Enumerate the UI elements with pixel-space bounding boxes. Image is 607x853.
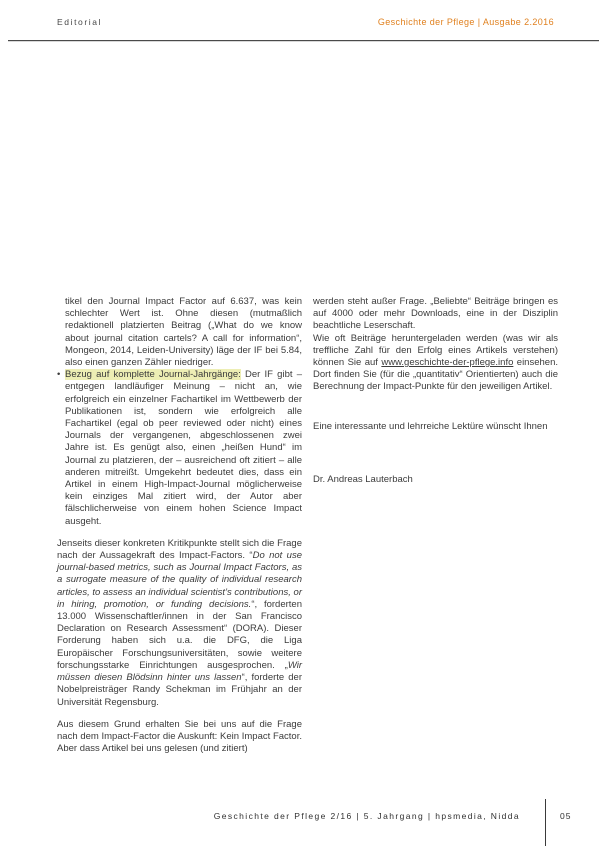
bullet-icon: • — [57, 369, 61, 381]
right-column — [313, 296, 558, 486]
paragraph-text: “, forderte der Nobelpreisträger Randy Schekman im Frühjahr an der Universität Regensburg. — [57, 672, 302, 708]
signature: Dr. Andreas Lauterbach — [313, 473, 413, 485]
page-number: 05 — [560, 811, 572, 821]
bullet-text: Der IF gibt – entgegen landläufiger Meinung – nicht an, wie erfolgreich ein einzelner Fachartikel im Wettbewerb der Publikationen ist, sondern wie erfolgreich alle Fachartikel (egal ob peer reviewed oder nicht) eines Journals der vergangenen, abgeschlossenen zwei Jahre ist. Es genügt also, einen „heißen Hund“ im Journal zu platzieren, der – ausreichend oft zitiert – alle anderen mitreißt. Umgekehrt bedeutet dies, dass ein Artikel in einem High-Impact-Journal möglicherweise kein einziges Mal zitiert wird, der Autor aber fälschlicherweise von einem hohen Science Impact ausgeht. — [65, 369, 302, 527]
website-link[interactable]: www.geschichte-der-pflege.info — [381, 357, 514, 369]
journal-title: Geschichte der Pflege | Ausgabe 2.2016 — [377, 17, 554, 27]
footer-imprint: Geschichte der Pflege 2/16 | 5. Jahrgang | hpsmedia, Nidda — [213, 811, 520, 821]
bullet-list — [57, 296, 302, 528]
header-section-label: Editorial — [57, 17, 103, 27]
paragraph-continuation: tikel den Journal Impact Factor auf 6.637, was kein schlechter Wert ist. Ohne diesen (mutmaßlich redaktionell platzierten Beitrag („What do we know about journal citation cartels? A call for information“, Mongeon, 2014, Leiden-University) läge der IF bei 5.84, also einen ganzen Zähler niedriger. — [65, 296, 302, 369]
paragraph-downloads: werden steht außer Frage. „Beliebte“ Beiträge bringen es auf 4000 oder mehr Downloads, eine in der Disziplin beachtliche Leserschaft. — [313, 296, 558, 332]
footer-divider — [545, 799, 546, 846]
header-rule — [8, 40, 599, 42]
paragraph-conclusion: Aus diesem Grund erhalten Sie bei uns auf die Frage nach dem Impact-Factor die Auskunft: Kein Impact Factor. Aber dass Artikel bei uns gelesen (und zitiert) — [57, 718, 302, 755]
left-column — [57, 296, 302, 755]
paragraph-text: Wie oft Beiträge heruntergeladen werden (was wir als treffliche Zahl für den Erfolg eines Artikels verstehen) können Sie auf — [313, 332, 558, 369]
highlighted-phrase: Bezug auf komplette Journal-Jahrgänge: — [65, 369, 241, 381]
german-quote: Wir müssen diesen Blödsinn hinter uns lassen — [57, 659, 302, 684]
paragraph-website — [313, 333, 558, 394]
paragraph-text: “, forderten 13.000 Wissenschaftler/innen in der San Francisco Declaration on Research Assessment“ (DORA). Dieser Forderung haben sich u.a. die DFG, die Liga Europäischer Forschungsuniversitäten, sowie weitere forschungsstarke Einrichtungen ausgesprochen. „ — [57, 598, 302, 671]
closing-line: Eine interessante und lehrreiche Lektüre wünscht Ihnen — [313, 420, 548, 432]
paragraph-critique — [57, 538, 302, 709]
paragraph-text: Jenseits dieser konkreten Kritikpunkte stellt sich die Frage nach der Aussagekraft des Impact-Factors. “ — [57, 537, 302, 562]
paragraph-text: einsehen. Dort finden Sie (für die „quantitativ“ Orientierten) auch die Berechnung der Impact-Punkte für den jeweiligen Artikel. — [313, 357, 558, 393]
bullet-item — [57, 369, 302, 528]
english-quote: Do not use journal-based metrics, such as Journal Impact Factors, as a surrogate measure of the quality of individual research articles, to assess an individual scientist’s contributions, or in hiring, promotion, or funding decisions. — [57, 550, 302, 610]
